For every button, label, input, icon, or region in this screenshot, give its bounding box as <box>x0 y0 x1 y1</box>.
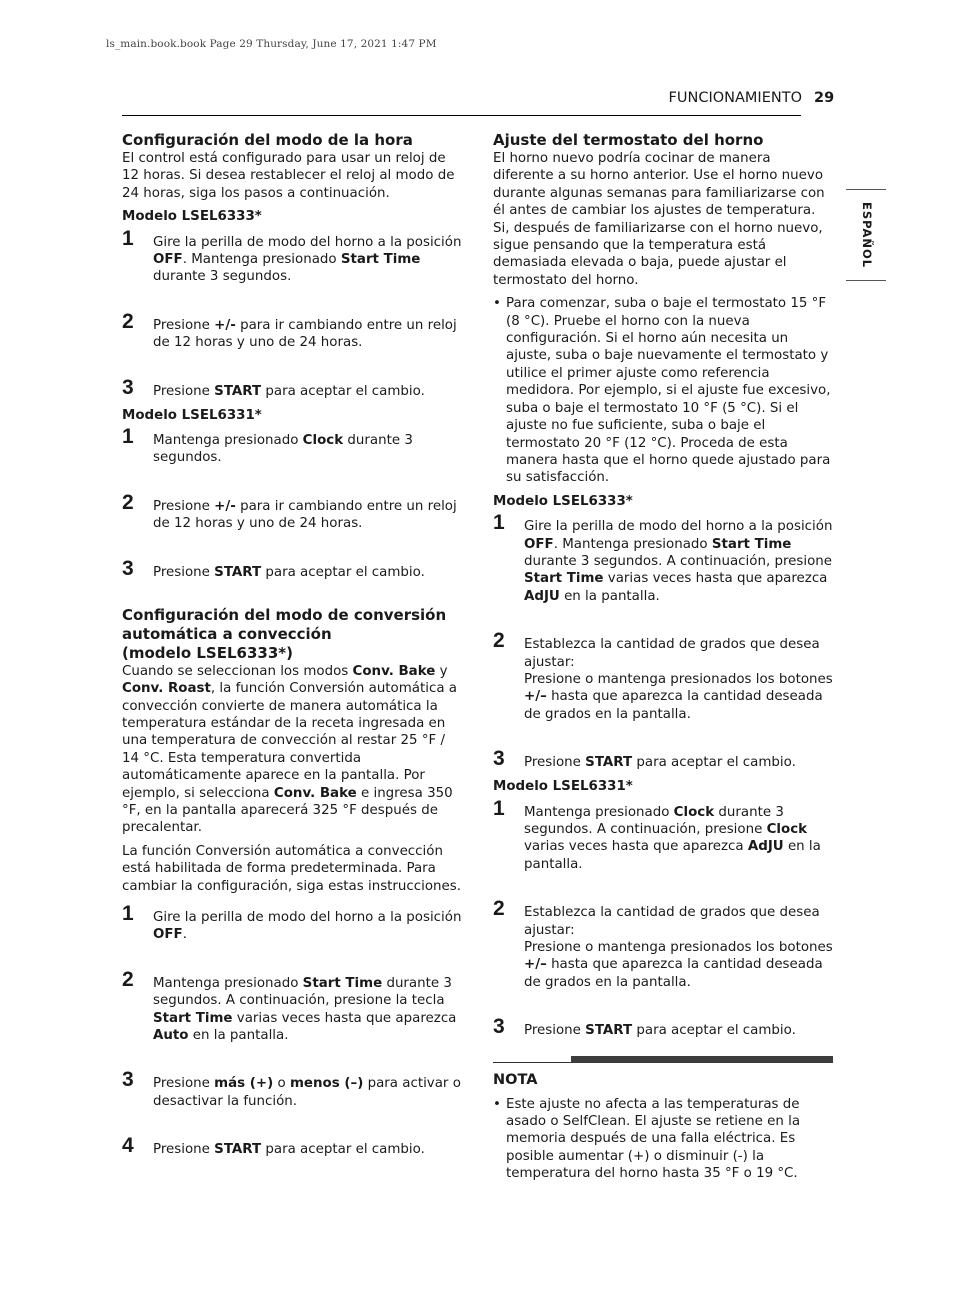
model-label: Modelo LSEL6333* <box>122 209 262 225</box>
step-number: 3 <box>493 1015 505 1039</box>
section-title-thermostat: Ajuste del termostato del horno <box>493 131 764 149</box>
step-number: 4 <box>122 1134 134 1158</box>
language-tab <box>846 189 886 281</box>
step-number: 3 <box>122 375 134 399</box>
step: 3 Presione START para aceptar el cambio. <box>493 1015 796 1039</box>
convection-default-note: La función Conversión automática a convección está habilitada de forma predeterminada. Para cambiar la configuración, siga estas instrucciones. <box>122 843 462 894</box>
language-tab-label: ESPAÑOL <box>860 202 874 269</box>
model-label: Modelo LSEL6333* <box>493 493 633 509</box>
step: 2 Establezca la cantidad de grados que desea ajustar: Presione o mantenga presionados los botones +/– hasta que aparezca la cantidad deseada de grados en la pantalla. <box>493 629 833 722</box>
header-rule <box>122 115 801 116</box>
convection-intro: Cuando se seleccionan los modos Conv. Bake y Conv. Roast, la función Conversión automática a convección convierte de manera automática la temperatura estándar de la receta ingresada en una temperatura de convección al restar 25 °F / 14 °C. Esta temperatura convertida automáticamente aparece en la pantalla. Por ejemplo, si selecciona Conv. Bake e ingresa 350 °F, en la pantalla aparecerá 325 °F después de precalentar. <box>122 663 457 836</box>
step-number: 2 <box>493 629 505 653</box>
step: 3 Presione START para aceptar el cambio. <box>122 556 425 580</box>
section-header: FUNCIONAMIENTO <box>668 90 802 106</box>
step-number: 1 <box>493 511 505 535</box>
step-number: 3 <box>122 1068 134 1092</box>
page-number: 29 <box>814 90 835 106</box>
step-number: 2 <box>122 967 134 991</box>
bullet-dot: • <box>493 1096 501 1112</box>
step-number: 2 <box>122 490 134 514</box>
clock-mode-intro: El control está configurado para usar un reloj de 12 horas. Si desea restablecer el reloj al modo de 24 horas, siga los pasos a continuación. <box>122 151 455 201</box>
right-column <box>493 131 833 1189</box>
left-column <box>122 131 462 1165</box>
step: 1 Mantenga presionado Clock durante 3 segundos. A continuación, presione Clock varias veces hasta que aparezca AdJU en la pantalla. <box>493 796 821 872</box>
note-title: NOTA <box>493 1072 538 1089</box>
step: 2 Establezca la cantidad de grados que desea ajustar: Presione o mantenga presionados los botones +/– hasta que aparezca la cantidad deseada de grados en la pantalla. <box>493 897 833 990</box>
step-number: 1 <box>122 226 134 250</box>
bullet-dot: • <box>493 296 501 312</box>
section-title-convection-conversion: Configuración del modo de conversión automática a convección (modelo LSEL6333*) <box>122 605 447 662</box>
step-number: 2 <box>122 309 134 333</box>
step-number: 1 <box>493 796 505 820</box>
step: 2 Presione +/- para ir cambiando entre un reloj de 12 horas y uno de 24 horas. <box>122 490 457 532</box>
note-bullet: • Este ajuste no afecta a las temperaturas de asado o SelfClean. El ajuste se retiene en la memoria después de una falla eléctrica. Es posible aumentar (+) o disminuir (-) la temperatura del horno hasta 35 °F o 19 °C. <box>493 1096 801 1182</box>
note-divider <box>493 1056 833 1064</box>
step: 3 Presione START para aceptar el cambio. <box>122 375 425 399</box>
section-title-clock-mode: Configuración del modo de la hora <box>122 131 413 149</box>
step-number: 3 <box>122 556 134 580</box>
step-number: 2 <box>493 897 505 921</box>
model-label: Modelo LSEL6331* <box>122 407 262 423</box>
print-slug: ls_main.book.book Page 29 Thursday, June 17, 2021 1:47 PM <box>106 38 437 50</box>
step: 3 Presione más (+) o menos (–) para activar o desactivar la función. <box>122 1068 461 1109</box>
step: 1 Mantenga presionado Clock durante 3 segundos. <box>122 425 413 466</box>
bullet-item: • Para comenzar, suba o baje el termostato 15 °F (8 °C). Pruebe el horno con la nueva configuración. Si el horno aún necesita un ajuste, suba o baje nuevamente el termostato y utilice el primer ajuste como referencia medidora. Por ejemplo, si el ajuste fue excesivo, suba o baje el termostato 10 °F (5 °C). Si el ajuste no fue suficiente, suba o baje el termostato 20 °F (12 °C). Proceda de esta manera hasta que el horno quede ajustado para su satisfacción. <box>493 296 831 486</box>
step: 3 Presione START para aceptar el cambio. <box>493 747 796 771</box>
step: 2 Presione +/- para ir cambiando entre un reloj de 12 horas y uno de 24 horas. <box>122 309 457 351</box>
step: 1 Gire la perilla de modo del horno a la posición OFF. Mantenga presionado Start Time durante 3 segundos. A continuación, presione Start Time varias veces hasta que aparezca AdJU en la pantalla. <box>493 511 833 604</box>
step-number: 3 <box>493 747 505 771</box>
step: 2 Mantenga presionado Start Time durante 3 segundos. A continuación, presione la tecla Start Time varias veces hasta que aparezca Auto en la pantalla. <box>122 967 457 1043</box>
step: 4 Presione START para aceptar el cambio. <box>122 1134 425 1158</box>
step-number: 1 <box>122 901 134 925</box>
thermostat-intro: El horno nuevo podría cocinar de manera diferente a su horno anterior. Use el horno nuevo durante algunas semanas para familiarizarse con él antes de cambiar los ajustes de temperatura. Si, después de familiarizarse con el horno nuevo, sigue pensando que la temperatura está demasiada elevada o baja, puede ajustar el termostato del horno. <box>493 151 825 288</box>
step: 1 Gire la perilla de modo del horno a la posición OFF. Mantenga presionado Start Time durante 3 segundos. <box>122 226 462 285</box>
step: 1 Gire la perilla de modo del horno a la posición OFF. <box>122 901 462 943</box>
step-number: 1 <box>122 425 134 449</box>
model-label: Modelo LSEL6331* <box>493 779 633 795</box>
